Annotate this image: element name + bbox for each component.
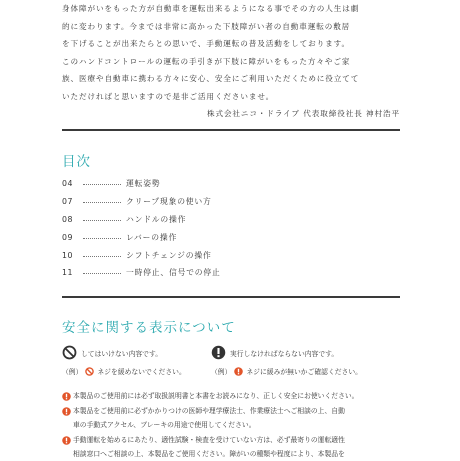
toc-page-number: 04 xyxy=(62,179,73,189)
warning-bullet-icon xyxy=(62,436,71,445)
toc-leader-dots xyxy=(83,184,121,185)
toc-leader-dots xyxy=(83,202,121,203)
prohibit-example-text: ネジを緩めないでください。 xyxy=(97,368,186,376)
intro-line: このハンドコントロールの運転の手引きが下肢に障がいをもった方々やご家 xyxy=(62,56,351,66)
mandatory-description: 実行しなければならない内容です。 xyxy=(230,349,339,358)
toc-item-title: シフトチェンジの操作 xyxy=(126,250,212,260)
toc-leader-dots xyxy=(83,238,121,239)
note-text: 本製品をご使用前に必ずかかりつけの医師や理学療法士、作業療法士へご相談の上、自動 xyxy=(73,407,345,415)
example-label: （例） xyxy=(211,368,232,376)
symbol-examples xyxy=(62,366,400,378)
safety-note xyxy=(62,433,400,461)
toc-item-title: 運転姿勢 xyxy=(126,179,161,189)
prohibit-example xyxy=(62,366,186,376)
note-text: 本製品のご使用前には必ず取扱説明書と本書をお読みになり、正しく安全にお使いください。 xyxy=(73,392,359,400)
symbol-legend xyxy=(62,345,400,363)
note-text: 手動運転を始めるにあたり、適性試験・検査を受けていない方は、必ず最寄りの運転適性 xyxy=(73,436,345,444)
toc-item[interactable] xyxy=(62,211,400,229)
intro-line: いただければと思いますので是非ご活用くださいませ。 xyxy=(62,91,275,101)
example-label: （例） xyxy=(62,368,83,376)
toc-item[interactable] xyxy=(62,228,400,246)
toc-item-title: ハンドルの操作 xyxy=(126,214,187,224)
toc-page-number: 10 xyxy=(62,250,73,260)
toc-title: 目次 xyxy=(62,154,91,170)
section-divider xyxy=(62,129,400,131)
intro-line: 族、医療や自動車に携わる方々に安心、安全にご利用いただくために役立てて xyxy=(62,74,360,83)
toc-item[interactable] xyxy=(62,264,400,282)
safety-title: 安全に関する表示について xyxy=(62,320,236,336)
warning-bullet-icon xyxy=(62,392,71,401)
exclamation-icon xyxy=(211,345,226,360)
toc-item-title: クリープ現象の使い方 xyxy=(126,197,212,207)
intro-signature: 株式会社ニコ・ドライブ 代表取締役社長 神村浩平 xyxy=(206,109,400,118)
prohibit-legend xyxy=(62,345,162,360)
table-of-contents xyxy=(62,175,400,282)
intro-line: を下げることが出来たらとの思いで、手動運転の普及活動をしております。 xyxy=(62,39,351,48)
section-divider xyxy=(62,296,400,298)
mandatory-legend xyxy=(211,345,338,360)
warning-bullet-icon xyxy=(62,407,71,416)
note-text: 車の手動式アクセル、ブレーキの用途で使用してください。 xyxy=(73,421,256,430)
mandatory-example xyxy=(211,366,362,376)
prohibit-small-icon xyxy=(85,367,94,376)
toc-item[interactable] xyxy=(62,246,400,264)
toc-leader-dots xyxy=(83,273,121,274)
note-text: 相談窓口へご相談の上、本製品をご使用ください。障がいの種類や程度により、本製品を xyxy=(73,450,345,459)
exclamation-small-icon xyxy=(234,367,243,376)
toc-leader-dots xyxy=(83,256,121,257)
toc-page-number: 08 xyxy=(62,214,73,224)
toc-item-title: 一時停止、信号での停止 xyxy=(126,268,221,278)
toc-item-title: レバーの操作 xyxy=(126,232,178,242)
intro-message xyxy=(62,0,400,123)
intro-line: 的に変わります。今までは非常に高かった下肢障がい者の自動車運転の敷居 xyxy=(62,21,351,31)
toc-page-number: 09 xyxy=(62,232,73,242)
toc-item[interactable] xyxy=(62,193,400,211)
toc-page-number: 11 xyxy=(62,268,73,278)
toc-leader-dots xyxy=(83,220,121,221)
safety-note xyxy=(62,404,400,432)
prohibit-icon xyxy=(62,345,77,360)
mandatory-example-text: ネジに緩みが無いかご確認ください。 xyxy=(246,368,362,376)
intro-line: 身体障がいをもった方が自動車を運転出来るようになる事でその方の人生は劇 xyxy=(62,4,360,13)
safety-note xyxy=(62,389,400,403)
prohibit-description: してはいけない内容です。 xyxy=(81,349,163,358)
toc-page-number: 07 xyxy=(62,197,73,207)
toc-item[interactable] xyxy=(62,175,400,193)
